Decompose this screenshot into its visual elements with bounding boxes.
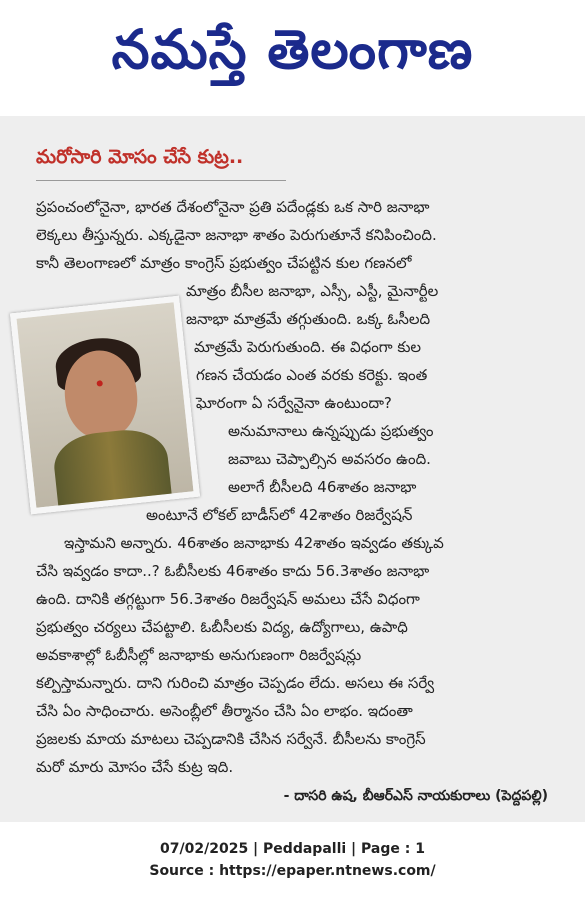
article-line: కానీ తెలంగాణలో మాత్రం కాంగ్రెస్ ప్రభుత్వం చేపట్టిన కుల గణనలో: [36, 254, 412, 272]
article-line: లెక్కలు తీస్తున్నరు. ఎక్కడైనా జనాభా శాతం పెరుగుతూనే కనిపించింది.: [36, 226, 437, 244]
article-line: జనాభా మాత్రమే తగ్గుతుంది. ఒక్క ఓసీలది: [186, 310, 431, 328]
edition-info: 07/02/2025 | Peddapalli | Page : 1: [160, 841, 425, 857]
article-line: చేసి ఇవ్వడం కాదా..? ఓబీసీలకు 46శాతం కాదు 56.3శాతం జనాభా: [36, 562, 430, 580]
article-line: ప్రపంచంలోనైనా, భారత దేశంలోనైనా ప్రతి పదేండ్లకు ఒక సారి జనాభా: [36, 198, 430, 216]
article-headline: మరోసారి మోసం చేసే కుట్ర..: [36, 146, 244, 168]
article-line: అంటూనే లోకల్ బాడీస్‌లో 42శాతం రిజర్వేషన్: [146, 506, 413, 524]
source-link: Source : https://epaper.ntnews.com/: [149, 863, 436, 879]
headline-divider: [36, 180, 286, 181]
article-line: చేసి ఏం సాధించారు. అసెంబ్లీలో తీర్మానం చేసి ఏం లాభం. ఇదంతా: [36, 702, 413, 720]
article-line: గణన చేయడం ఎంత వరకు కరెక్టు. ఇంత: [196, 366, 428, 384]
article-line: మాత్రమే పెరుగుతుంది. ఈ విధంగా కుల: [194, 338, 422, 356]
article-line: ఇస్తామని అన్నారు. 46శాతం జనాభాకు 42శాతం ఇవ్వడం తక్కువ: [64, 534, 444, 552]
article-line: మరో మారు మోసం చేసే కుట్ర ఇది.: [36, 758, 234, 776]
article-line: జవాబు చెప్పాల్సిన అవసరం ఉంది.: [228, 450, 431, 468]
article-line: అనుమానాలు ఉన్నప్పుడు ప్రభుత్వం: [228, 422, 434, 440]
article-line: ఉంది. దానికి తగ్గట్టుగా 56.3శాతం రిజర్వేషన్ అమలు చేసే విధంగా: [36, 590, 420, 608]
clipping-footer: [0, 838, 585, 882]
article-line: ప్రజలకు మాయ మాటలు చెప్పడానికి చేసిన సర్వేనే. బీసీలను కాంగ్రెస్: [36, 730, 426, 748]
photo-scarf: [51, 426, 173, 514]
newspaper-title: నమస్తే తెలంగాణ: [111, 17, 474, 81]
masthead: [0, 0, 585, 112]
article-byline: - దాసరి ఉష, బీఆర్ఎస్ నాయకురాలు (పెద్దపల్లి): [283, 788, 548, 804]
article-clipping: [0, 116, 585, 822]
article-line: అలాగే బీసీలది 46శాతం జనాభా: [228, 478, 417, 496]
author-photo: [10, 296, 200, 515]
article-line: మాత్రం బీసీల జనాభా, ఎస్సీ, ఎస్టీ, మైనార్టీల: [186, 282, 439, 300]
article-line: ఘోరంగా ఏ సర్వేనైనా ఉంటుందా?: [196, 394, 392, 412]
article-line: అవకాశాల్లో ఓబీసీల్లో జనాభాకు అనుగుణంగా రిజర్వేషన్లు: [36, 646, 362, 664]
article-line: ప్రభుత్వం చర్యలు చేపట్టాలి. ఓబీసీలకు విద్య, ఉద్యోగాలు, ఉపాధి: [36, 618, 408, 636]
article-line: కల్పిస్తామన్నారు. దాని గురించి మాత్రం చెప్పడం లేదు. అసలు ఈ సర్వే: [36, 674, 435, 692]
